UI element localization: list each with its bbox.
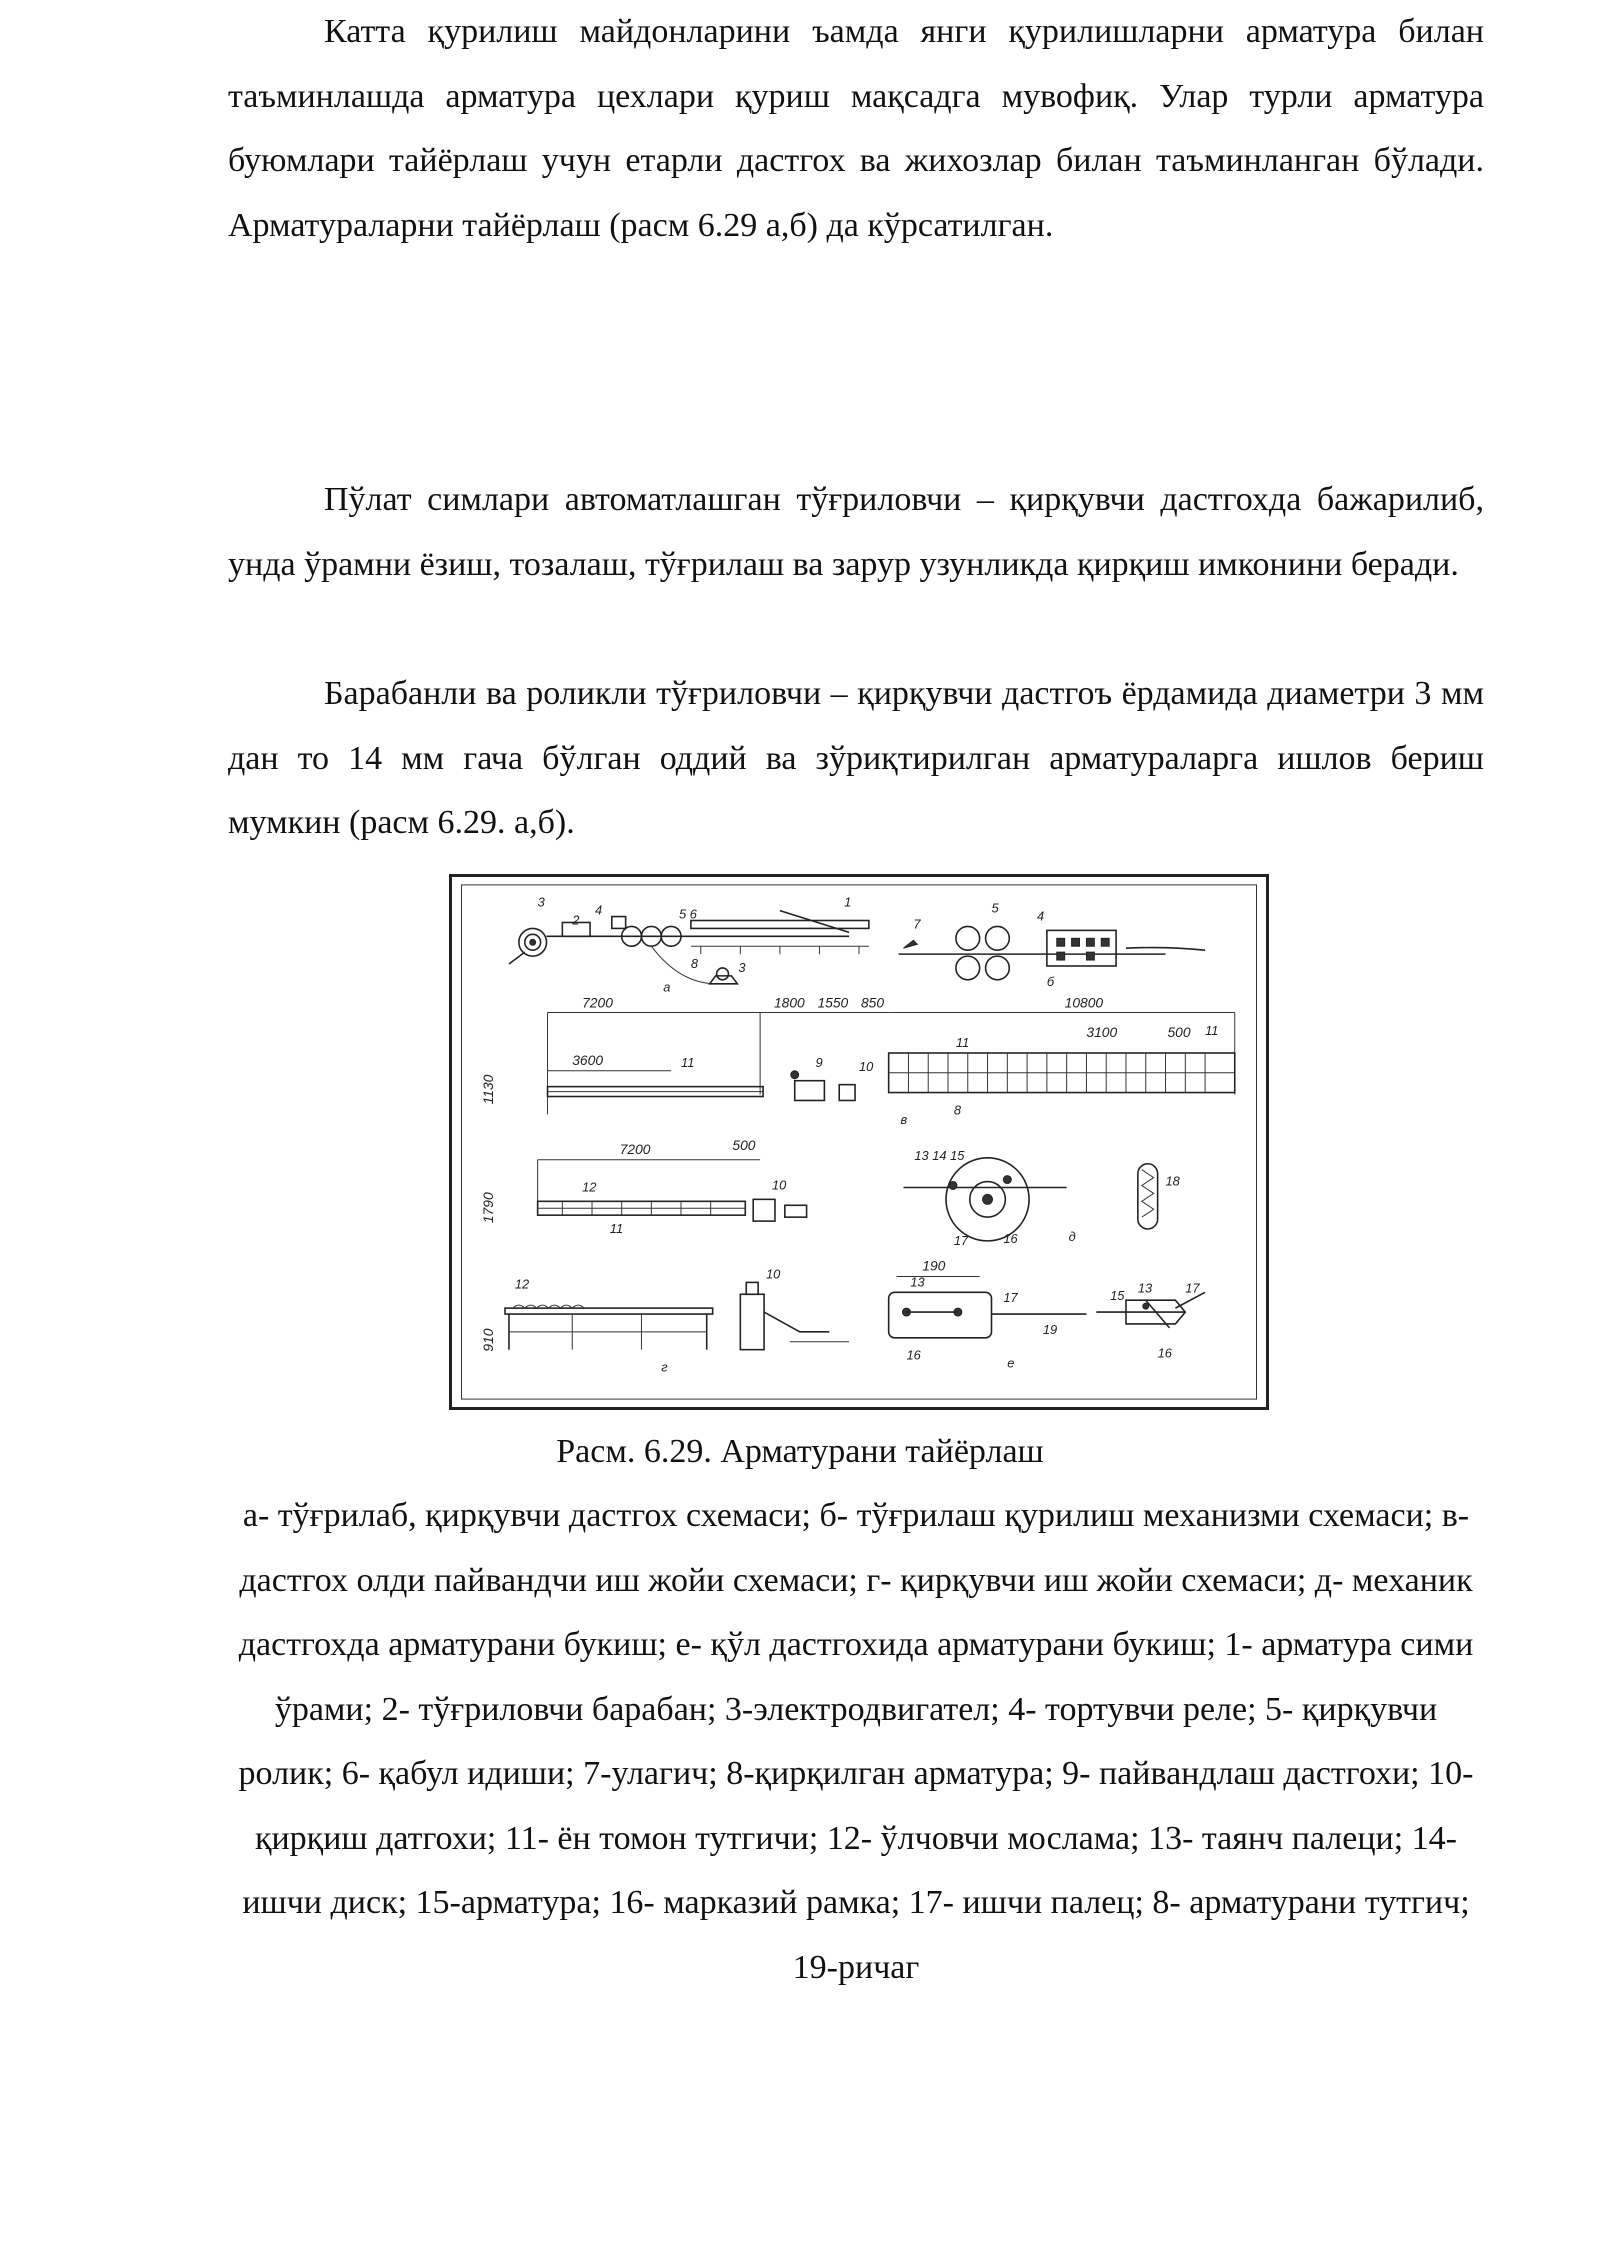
panel-b-straightening-mechanism <box>899 901 1206 989</box>
drawing-svg <box>452 877 1266 1407</box>
svg-text:9: 9 <box>815 1054 823 1070</box>
svg-text:10800: 10800 <box>1064 994 1104 1011</box>
svg-text:190: 190 <box>922 1257 946 1274</box>
svg-text:5 6: 5 6 <box>679 906 697 922</box>
svg-text:910: 910 <box>480 1328 497 1352</box>
svg-text:7: 7 <box>913 916 921 932</box>
panel-e-manual-bench <box>480 1266 849 1374</box>
svg-text:8: 8 <box>953 1102 962 1118</box>
svg-text:10: 10 <box>859 1058 874 1074</box>
svg-text:а: а <box>663 979 671 995</box>
panel-a-straightening-machine <box>509 895 869 995</box>
body-text <box>228 0 1484 258</box>
paragraph-2: Пўлат симлари автоматлашган тўғриловчи – қирқувчи дастгохда бажарилиб, унда ўрамни ёзиш, тозалаш, тўғрилаш ва зарур узунликда қирқиш имконини беради. <box>228 481 1484 583</box>
svg-text:10: 10 <box>766 1266 781 1282</box>
svg-text:13 14 15: 13 14 15 <box>914 1147 965 1163</box>
svg-text:3: 3 <box>537 894 545 910</box>
panel-v-welding-workstation <box>480 995 1235 1128</box>
paragraph-3: Барабанли ва роликли тўғриловчи – қирқувчи дастгоъ ёрдамида диаметри 3 мм дан то 14 мм гача бўлган оддий ва зўриқтирилган арматураларга ишлов бериш мумкин (расм 6.29. а,б). <box>228 675 1484 841</box>
svg-text:7200: 7200 <box>619 1140 651 1157</box>
svg-text:850: 850 <box>860 994 885 1011</box>
svg-text:10: 10 <box>771 1177 787 1193</box>
svg-text:16: 16 <box>1157 1345 1172 1361</box>
svg-text:1800: 1800 <box>773 994 805 1011</box>
svg-text:5: 5 <box>991 900 999 916</box>
svg-text:3600: 3600 <box>572 1051 604 1068</box>
svg-text:18: 18 <box>1165 1173 1180 1189</box>
svg-text:17: 17 <box>1185 1280 1200 1296</box>
svg-text:12: 12 <box>582 1179 597 1195</box>
svg-text:13: 13 <box>1137 1280 1153 1296</box>
svg-text:2: 2 <box>572 912 580 928</box>
svg-text:1550: 1550 <box>817 994 849 1011</box>
svg-text:8: 8 <box>690 955 699 971</box>
svg-text:11: 11 <box>681 1054 695 1070</box>
paragraph-1: Катта қурилиш майдонларини ъамда янги қурилишларни арматура билан таъминлашда арматура цехлари қуриш мақсадга мувофиқ. Улар турли арматура буюмлари тайёрлаш учун етарли дастгох ва жихозлар билан таъминланган бўлади. Арматураларни тайёрлаш (расм 6.29 а,б) да кўрсатилган. <box>228 13 1484 244</box>
svg-text:3100: 3100 <box>1086 1024 1118 1041</box>
svg-text:4: 4 <box>1036 908 1045 924</box>
svg-text:д: д <box>1068 1228 1076 1244</box>
panel-e-manual-bending <box>889 1258 1205 1371</box>
svg-text:1130: 1130 <box>480 1074 497 1105</box>
svg-text:11: 11 <box>955 1035 970 1051</box>
figure-legend: а- тўғрилаб, қирқувчи дастгох схемаси; б- тўғрилаш қурилиш механизми схемаси; в- дастгох олди пайвандчи иш жойи схемаси; г- қирқувчи иш жойи схемаси; д- механик дастгохда арматурани букиш; е- қўл дастгохида арматурани букиш; 1- арматура сими ўрами; 2- тўғриловчи барабан; 3-электродвигател; 4- тортувчи реле; 5- қирқувчи ролик; 6- қабул идиши; 7-улагич; 8-қирқилган арматура; 9- пайвандлаш дастгохи; 10- қирқиш датгохи; 11- ён томон тутгичи; 12- ўлчовчи мослама; 13- таянч палеци; 14-ишчи диск; 15-арматура; 16- марказий рамка; 17- ишчи палец; 8- арматурани тутгич; 19-ричаг <box>238 1497 1474 1986</box>
svg-text:17: 17 <box>953 1232 969 1248</box>
svg-text:12: 12 <box>514 1276 530 1292</box>
svg-text:е: е <box>1007 1355 1015 1371</box>
svg-text:3: 3 <box>738 959 746 975</box>
svg-text:500: 500 <box>1167 1024 1191 1041</box>
body-text-2 <box>228 468 1484 597</box>
svg-text:16: 16 <box>906 1347 921 1363</box>
svg-text:16: 16 <box>1003 1230 1018 1246</box>
body-text-3 <box>228 662 1484 856</box>
svg-text:500: 500 <box>732 1136 756 1153</box>
figure-caption: Расм. 6.29. Арматурани тайёрлаш <box>556 1433 1044 1470</box>
svg-text:13: 13 <box>910 1274 925 1290</box>
panel-g-cutting-workstation <box>480 1137 806 1236</box>
panel-d-mechanical-bending <box>903 1148 1180 1248</box>
svg-text:б: б <box>1046 973 1055 989</box>
svg-text:4: 4 <box>594 902 603 918</box>
svg-text:1790: 1790 <box>480 1192 497 1224</box>
inner-frame <box>462 885 1257 1399</box>
svg-text:11: 11 <box>609 1220 624 1236</box>
svg-text:г: г <box>661 1359 668 1375</box>
svg-text:17: 17 <box>1003 1290 1018 1306</box>
svg-text:15: 15 <box>1110 1288 1125 1304</box>
svg-text:19: 19 <box>1042 1321 1058 1337</box>
svg-text:в: в <box>900 1112 908 1128</box>
svg-text:11: 11 <box>1205 1023 1219 1039</box>
technical-drawing-figure <box>449 874 1269 1410</box>
svg-text:1: 1 <box>844 894 852 910</box>
svg-text:7200: 7200 <box>582 994 613 1011</box>
